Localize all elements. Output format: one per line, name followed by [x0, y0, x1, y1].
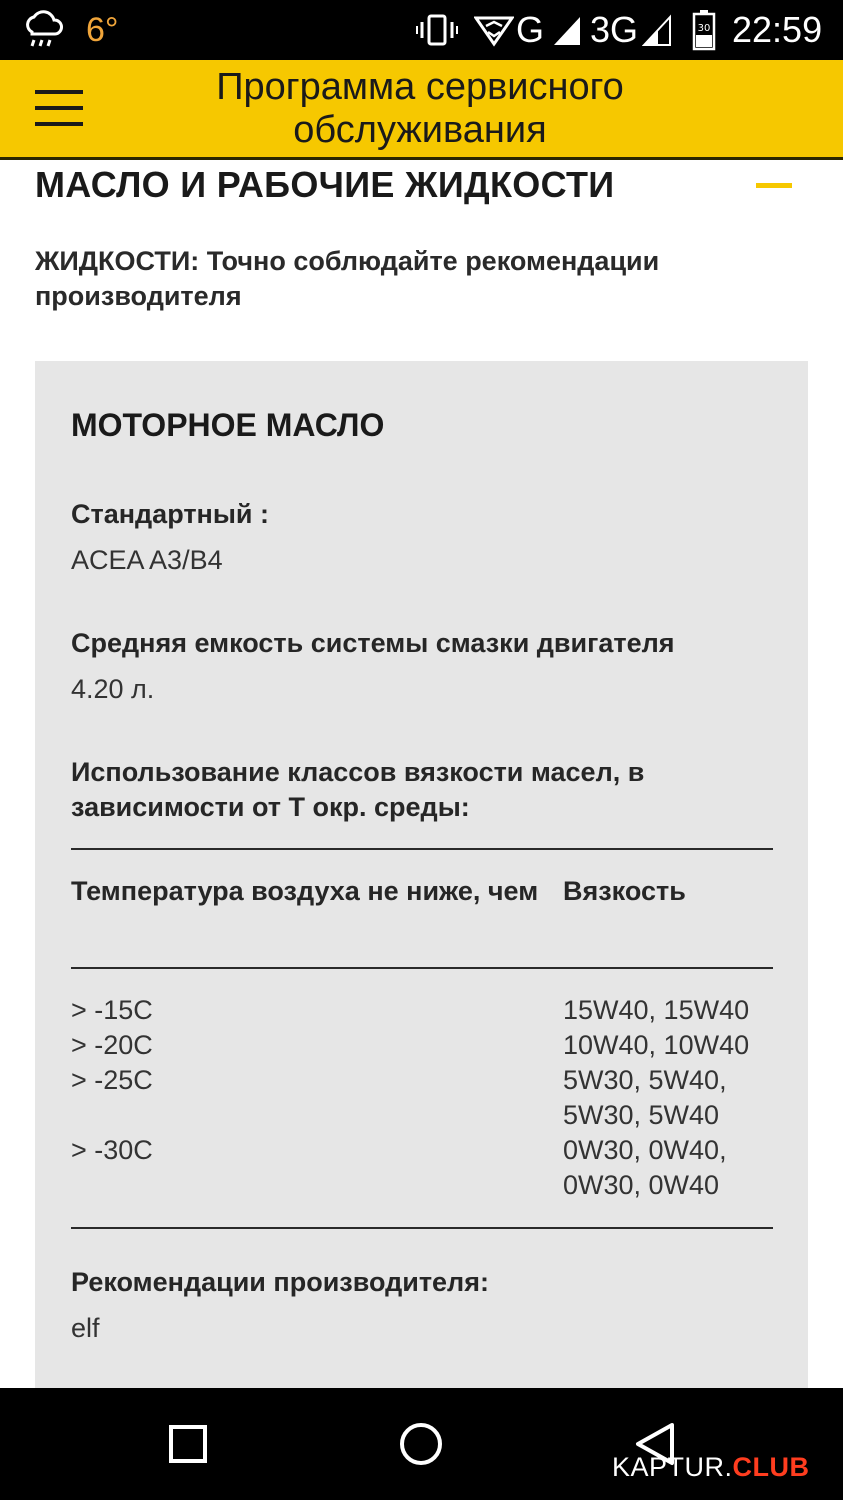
viscosity-intro: Использование классов вязкости масел, в зависимости от Т окр. среды:	[71, 757, 645, 822]
hamburger-menu-icon[interactable]	[35, 88, 83, 128]
table-rule-top	[71, 848, 773, 850]
recommendation-value: elf	[71, 1313, 100, 1343]
table-row-viscosity: 0W30, 0W40, 0W30, 0W40	[563, 1135, 727, 1200]
capacity-label: Средняя емкость системы смазки двигателя	[71, 628, 675, 658]
table-rule-bottom	[71, 1227, 773, 1229]
status-bar	[0, 0, 843, 60]
collapse-section-icon[interactable]	[756, 183, 792, 188]
app-header	[0, 60, 843, 160]
fluids-note: ЖИДКОСТИ: Точно соблюдайте рекомендации производителя	[35, 246, 660, 311]
back-triangle-icon[interactable]	[617, 1388, 693, 1500]
table-row-viscosity: 5W30, 5W40, 5W30, 5W40	[563, 1065, 727, 1130]
battery-level: 30	[697, 23, 711, 34]
watermark-part-2: CLUB	[732, 1452, 810, 1482]
network-type-2: 3G	[590, 9, 639, 50]
table-row-viscosity: 15W40, 15W40	[563, 995, 750, 1025]
watermark-logo	[612, 1452, 810, 1483]
table-row-temperature: > -15C	[71, 995, 153, 1025]
rain-cloud-icon	[22, 0, 64, 60]
data-transfer-icon	[474, 0, 514, 60]
clock: 22:59	[732, 9, 823, 50]
table-row-temperature: > -30C	[71, 1135, 153, 1165]
table-rule-header	[71, 967, 773, 969]
table-row-temperature: > -25C	[71, 1065, 153, 1095]
standard-label: Стандартный :	[71, 499, 270, 529]
signal-icon-2	[642, 0, 672, 60]
battery-icon	[692, 0, 716, 60]
navigation-bar	[0, 1388, 843, 1500]
table-row-viscosity: 10W40, 10W40	[563, 1030, 750, 1060]
network-type-1: G	[516, 9, 545, 50]
signal-icon	[552, 0, 582, 60]
standard-value: ACEA A3/B4	[71, 545, 223, 575]
page-title: Программа сервисного обслуживания	[216, 66, 624, 151]
engine-oil-card	[35, 361, 808, 1401]
card-title: МОТОРНОЕ МАСЛО	[71, 407, 385, 443]
capacity-value: 4.20 л.	[71, 674, 155, 704]
watermark-part-1: KAPTUR.	[612, 1452, 733, 1482]
home-circle-icon[interactable]	[383, 1388, 459, 1500]
recommendation-label: Рекомендации производителя:	[71, 1267, 489, 1297]
vibrate-icon	[416, 0, 458, 60]
section-title: МАСЛО И РАБОЧИЕ ЖИДКОСТИ	[35, 164, 615, 205]
recents-square-icon[interactable]	[150, 1388, 226, 1500]
column-header-temperature: Температура воздуха не ниже, чем	[71, 876, 539, 906]
table-row-temperature: > -20C	[71, 1030, 153, 1060]
weather-temperature: 6°	[86, 10, 119, 49]
column-header-viscosity: Вязкость	[563, 876, 686, 906]
